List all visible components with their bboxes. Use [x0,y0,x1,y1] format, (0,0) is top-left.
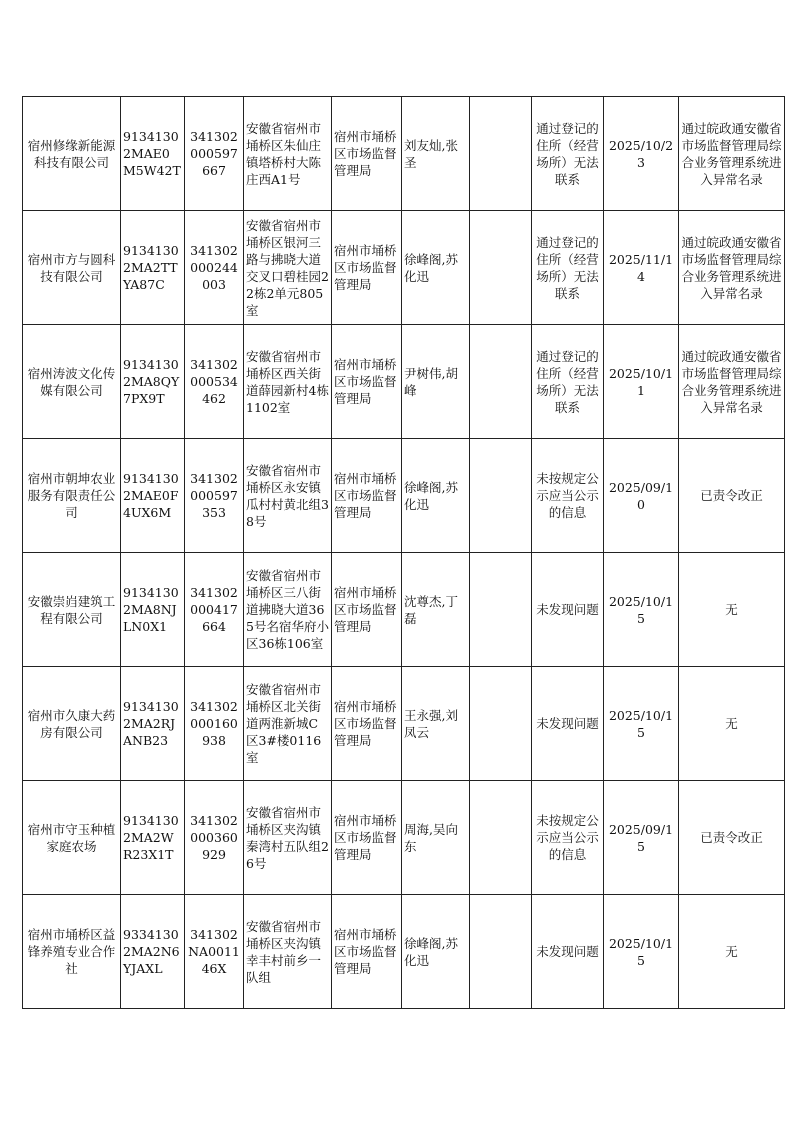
inspection-results-table [22,96,785,1009]
handling-cell: 通过皖政通安徽省市场监督管理局综合业务管理系统进入异常名录 [679,325,785,439]
blank-cell [470,781,532,895]
inspection-date-cell: 2025/10/15 [604,553,679,667]
inspectors-cell: 尹树伟,胡峰 [402,325,470,439]
credit-code-cell: 91341302MAE0M5W42T [121,97,185,211]
table-row [23,895,785,1009]
blank-cell [470,211,532,325]
inspection-result-cell: 通过登记的住所（经营场所）无法联系 [532,325,604,439]
address-cell: 安徽省宿州市埇桥区北关街道两淮新城C区3#楼0116室 [244,667,332,781]
inspectors-cell: 徐峰阁,苏化迅 [402,439,470,553]
registration-number-cell: 341302NA001146X [185,895,244,1009]
inspectors-cell: 刘友灿,张圣 [402,97,470,211]
credit-code-cell: 91341302MAE0F4UX6M [121,439,185,553]
inspection-result-cell: 未按规定公示应当公示的信息 [532,781,604,895]
handling-cell: 已责令改正 [679,781,785,895]
address-cell: 安徽省宿州市埇桥区银河三路与拂晓大道交叉口碧桂园22栋2单元805室 [244,211,332,325]
blank-cell [470,439,532,553]
inspectors-cell: 徐峰阁,苏化迅 [402,211,470,325]
registration-number-cell: 341302000160938 [185,667,244,781]
address-cell: 安徽省宿州市埇桥区夹沟镇秦湾村五队组26号 [244,781,332,895]
credit-code-cell: 91341302MA8QY7PX9T [121,325,185,439]
handling-cell: 通过皖政通安徽省市场监督管理局综合业务管理系统进入异常名录 [679,211,785,325]
handling-cell: 已责令改正 [679,439,785,553]
company-name-cell: 宿州市埇桥区益锋养殖专业合作社 [23,895,121,1009]
table-row [23,667,785,781]
table-row [23,439,785,553]
handling-cell: 无 [679,895,785,1009]
table-row [23,553,785,667]
authority-cell: 宿州市埇桥区市场监督管理局 [332,97,402,211]
inspection-date-cell: 2025/09/15 [604,781,679,895]
inspection-result-cell: 通过登记的住所（经营场所）无法联系 [532,97,604,211]
inspection-date-cell: 2025/10/11 [604,325,679,439]
blank-cell [470,97,532,211]
company-name-cell: 宿州修缘新能源科技有限公司 [23,97,121,211]
credit-code-cell: 91341302MA8NJLN0X1 [121,553,185,667]
authority-cell: 宿州市埇桥区市场监督管理局 [332,439,402,553]
authority-cell: 宿州市埇桥区市场监督管理局 [332,667,402,781]
table-row [23,97,785,211]
inspectors-cell: 沈尊杰,丁磊 [402,553,470,667]
credit-code-cell: 93341302MA2N6YJAXL [121,895,185,1009]
inspection-result-cell: 通过登记的住所（经营场所）无法联系 [532,211,604,325]
address-cell: 安徽省宿州市埇桥区西关街道薛园新村4栋1102室 [244,325,332,439]
inspectors-cell: 周海,吴向东 [402,781,470,895]
handling-cell: 无 [679,553,785,667]
table-row [23,211,785,325]
inspectors-cell: 徐峰阁,苏化迅 [402,895,470,1009]
inspection-result-cell: 未发现问题 [532,553,604,667]
registration-number-cell: 341302000534462 [185,325,244,439]
authority-cell: 宿州市埇桥区市场监督管理局 [332,895,402,1009]
inspection-result-cell: 未发现问题 [532,895,604,1009]
credit-code-cell: 91341302MA2RJANB23 [121,667,185,781]
handling-cell: 通过皖政通安徽省市场监督管理局综合业务管理系统进入异常名录 [679,97,785,211]
company-name-cell: 宿州市方与圆科技有限公司 [23,211,121,325]
credit-code-cell: 91341302MA2TTYA87C [121,211,185,325]
inspection-result-cell: 未发现问题 [532,667,604,781]
inspection-date-cell: 2025/11/14 [604,211,679,325]
address-cell: 安徽省宿州市埇桥区三八街道拂晓大道365号名宿华府小区36栋106室 [244,553,332,667]
registration-number-cell: 341302000597353 [185,439,244,553]
handling-cell: 无 [679,667,785,781]
inspection-result-cell: 未按规定公示应当公示的信息 [532,439,604,553]
authority-cell: 宿州市埇桥区市场监督管理局 [332,553,402,667]
inspectors-cell: 王永强,刘凤云 [402,667,470,781]
table-body [23,97,785,1009]
registration-number-cell: 341302000597667 [185,97,244,211]
credit-code-cell: 91341302MA2WR23X1T [121,781,185,895]
company-name-cell: 宿州市久康大药房有限公司 [23,667,121,781]
blank-cell [470,553,532,667]
inspection-date-cell: 2025/10/15 [604,667,679,781]
registration-number-cell: 341302000244003 [185,211,244,325]
blank-cell [470,325,532,439]
inspection-date-cell: 2025/09/10 [604,439,679,553]
address-cell: 安徽省宿州市埇桥区永安镇瓜村村黄北组38号 [244,439,332,553]
blank-cell [470,667,532,781]
address-cell: 安徽省宿州市埇桥区夹沟镇幸丰村前乡一队组 [244,895,332,1009]
authority-cell: 宿州市埇桥区市场监督管理局 [332,781,402,895]
company-name-cell: 安徽崇岿建筑工程有限公司 [23,553,121,667]
inspection-date-cell: 2025/10/23 [604,97,679,211]
company-name-cell: 宿州涛波文化传媒有限公司 [23,325,121,439]
company-name-cell: 宿州市守玉种植家庭农场 [23,781,121,895]
blank-cell [470,895,532,1009]
registration-number-cell: 341302000360929 [185,781,244,895]
table-row [23,325,785,439]
address-cell: 安徽省宿州市埇桥区朱仙庄镇塔桥村大陈庄西A1号 [244,97,332,211]
company-name-cell: 宿州市朝坤农业服务有限责任公司 [23,439,121,553]
registration-number-cell: 341302000417664 [185,553,244,667]
authority-cell: 宿州市埇桥区市场监督管理局 [332,325,402,439]
table-row [23,781,785,895]
authority-cell: 宿州市埇桥区市场监督管理局 [332,211,402,325]
inspection-date-cell: 2025/10/15 [604,895,679,1009]
